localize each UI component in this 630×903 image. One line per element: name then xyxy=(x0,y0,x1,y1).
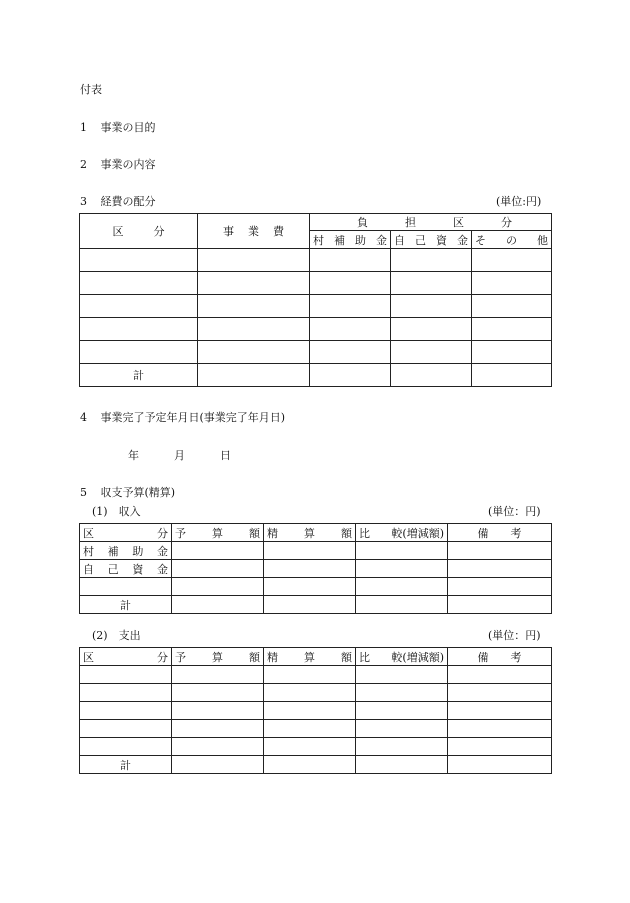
expenditure-label: (2) 支出 xyxy=(92,629,141,642)
row-label-mura-hojokin: 村 補 助 金 xyxy=(80,542,172,560)
total-label: 計 xyxy=(80,596,172,614)
header-seisan: 精 算 額 xyxy=(264,648,356,666)
table-row xyxy=(80,702,552,720)
income-unit: (単位：円) xyxy=(488,505,541,518)
page-title: 付表 xyxy=(80,83,102,96)
section-2-text: 事業の内容 xyxy=(100,158,156,171)
header-kubun: 区 分 xyxy=(80,648,172,666)
section-5-text: 収支予算(精算) xyxy=(100,486,176,499)
table-row xyxy=(80,272,552,295)
table-row xyxy=(80,684,552,702)
section-1-number: 1 xyxy=(80,121,87,134)
section-2-heading xyxy=(80,156,156,172)
header-kubun: 区 分 xyxy=(80,524,172,542)
section-4-number: 4 xyxy=(80,411,87,424)
header-jiko-shikin: 自 己 資 金 xyxy=(391,231,472,249)
total-label: 計 xyxy=(80,756,172,774)
expenditure-table xyxy=(79,647,552,774)
header-sonota: そ の 他 xyxy=(472,231,552,249)
section-3-text: 経費の配分 xyxy=(100,195,156,208)
date-day: 日 xyxy=(220,449,231,462)
section-4-heading xyxy=(80,409,285,425)
total-row xyxy=(80,596,552,614)
table-header-row xyxy=(80,648,552,666)
total-row xyxy=(80,756,552,774)
section-3-unit: (単位:円) xyxy=(496,195,542,208)
table-row xyxy=(80,738,552,756)
header-yosan: 予 算 額 xyxy=(172,648,264,666)
table-row xyxy=(80,542,552,560)
total-label: 計 xyxy=(80,364,198,387)
table-row xyxy=(80,720,552,738)
income-table xyxy=(79,523,552,614)
section-1-text: 事業の目的 xyxy=(100,121,156,134)
header-futan-kubun: 負 担 区 分 xyxy=(310,214,552,231)
table-row xyxy=(80,318,552,341)
expenditure-unit: (単位：円) xyxy=(488,629,541,642)
row-label-jiko-shikin: 自 己 資 金 xyxy=(80,560,172,578)
header-kubun: 区 分 xyxy=(80,214,198,249)
header-seisan: 精 算 額 xyxy=(264,524,356,542)
section-3-heading xyxy=(80,193,156,209)
section-1-heading xyxy=(80,119,156,135)
table-row xyxy=(80,249,552,272)
section-3-number: 3 xyxy=(80,195,87,208)
header-biko: 備 考 xyxy=(448,648,552,666)
section-2-number: 2 xyxy=(80,158,87,171)
header-hikaku: 比 較(増減額) xyxy=(356,648,448,666)
income-label: (1) 収入 xyxy=(92,505,141,518)
total-row xyxy=(80,364,552,387)
table-row xyxy=(80,666,552,684)
table-row xyxy=(80,341,552,364)
header-biko: 備 考 xyxy=(448,524,552,542)
section-5-number: 5 xyxy=(80,486,87,499)
header-jigyohi: 事 業 費 xyxy=(198,214,310,249)
section-5-heading xyxy=(80,484,175,500)
table-header-row xyxy=(80,524,552,542)
date-month: 月 xyxy=(174,449,185,462)
expense-allocation-table xyxy=(79,213,552,387)
section-4-text: 事業完了予定年月日(事業完了年月日) xyxy=(100,411,286,424)
table-row xyxy=(80,578,552,596)
table-row xyxy=(80,295,552,318)
header-yosan: 予 算 額 xyxy=(172,524,264,542)
table-row xyxy=(80,560,552,578)
date-year: 年 xyxy=(128,449,139,462)
header-mura-hojokin: 村 補 助 金 xyxy=(310,231,391,249)
header-hikaku: 比 較(増減額) xyxy=(356,524,448,542)
